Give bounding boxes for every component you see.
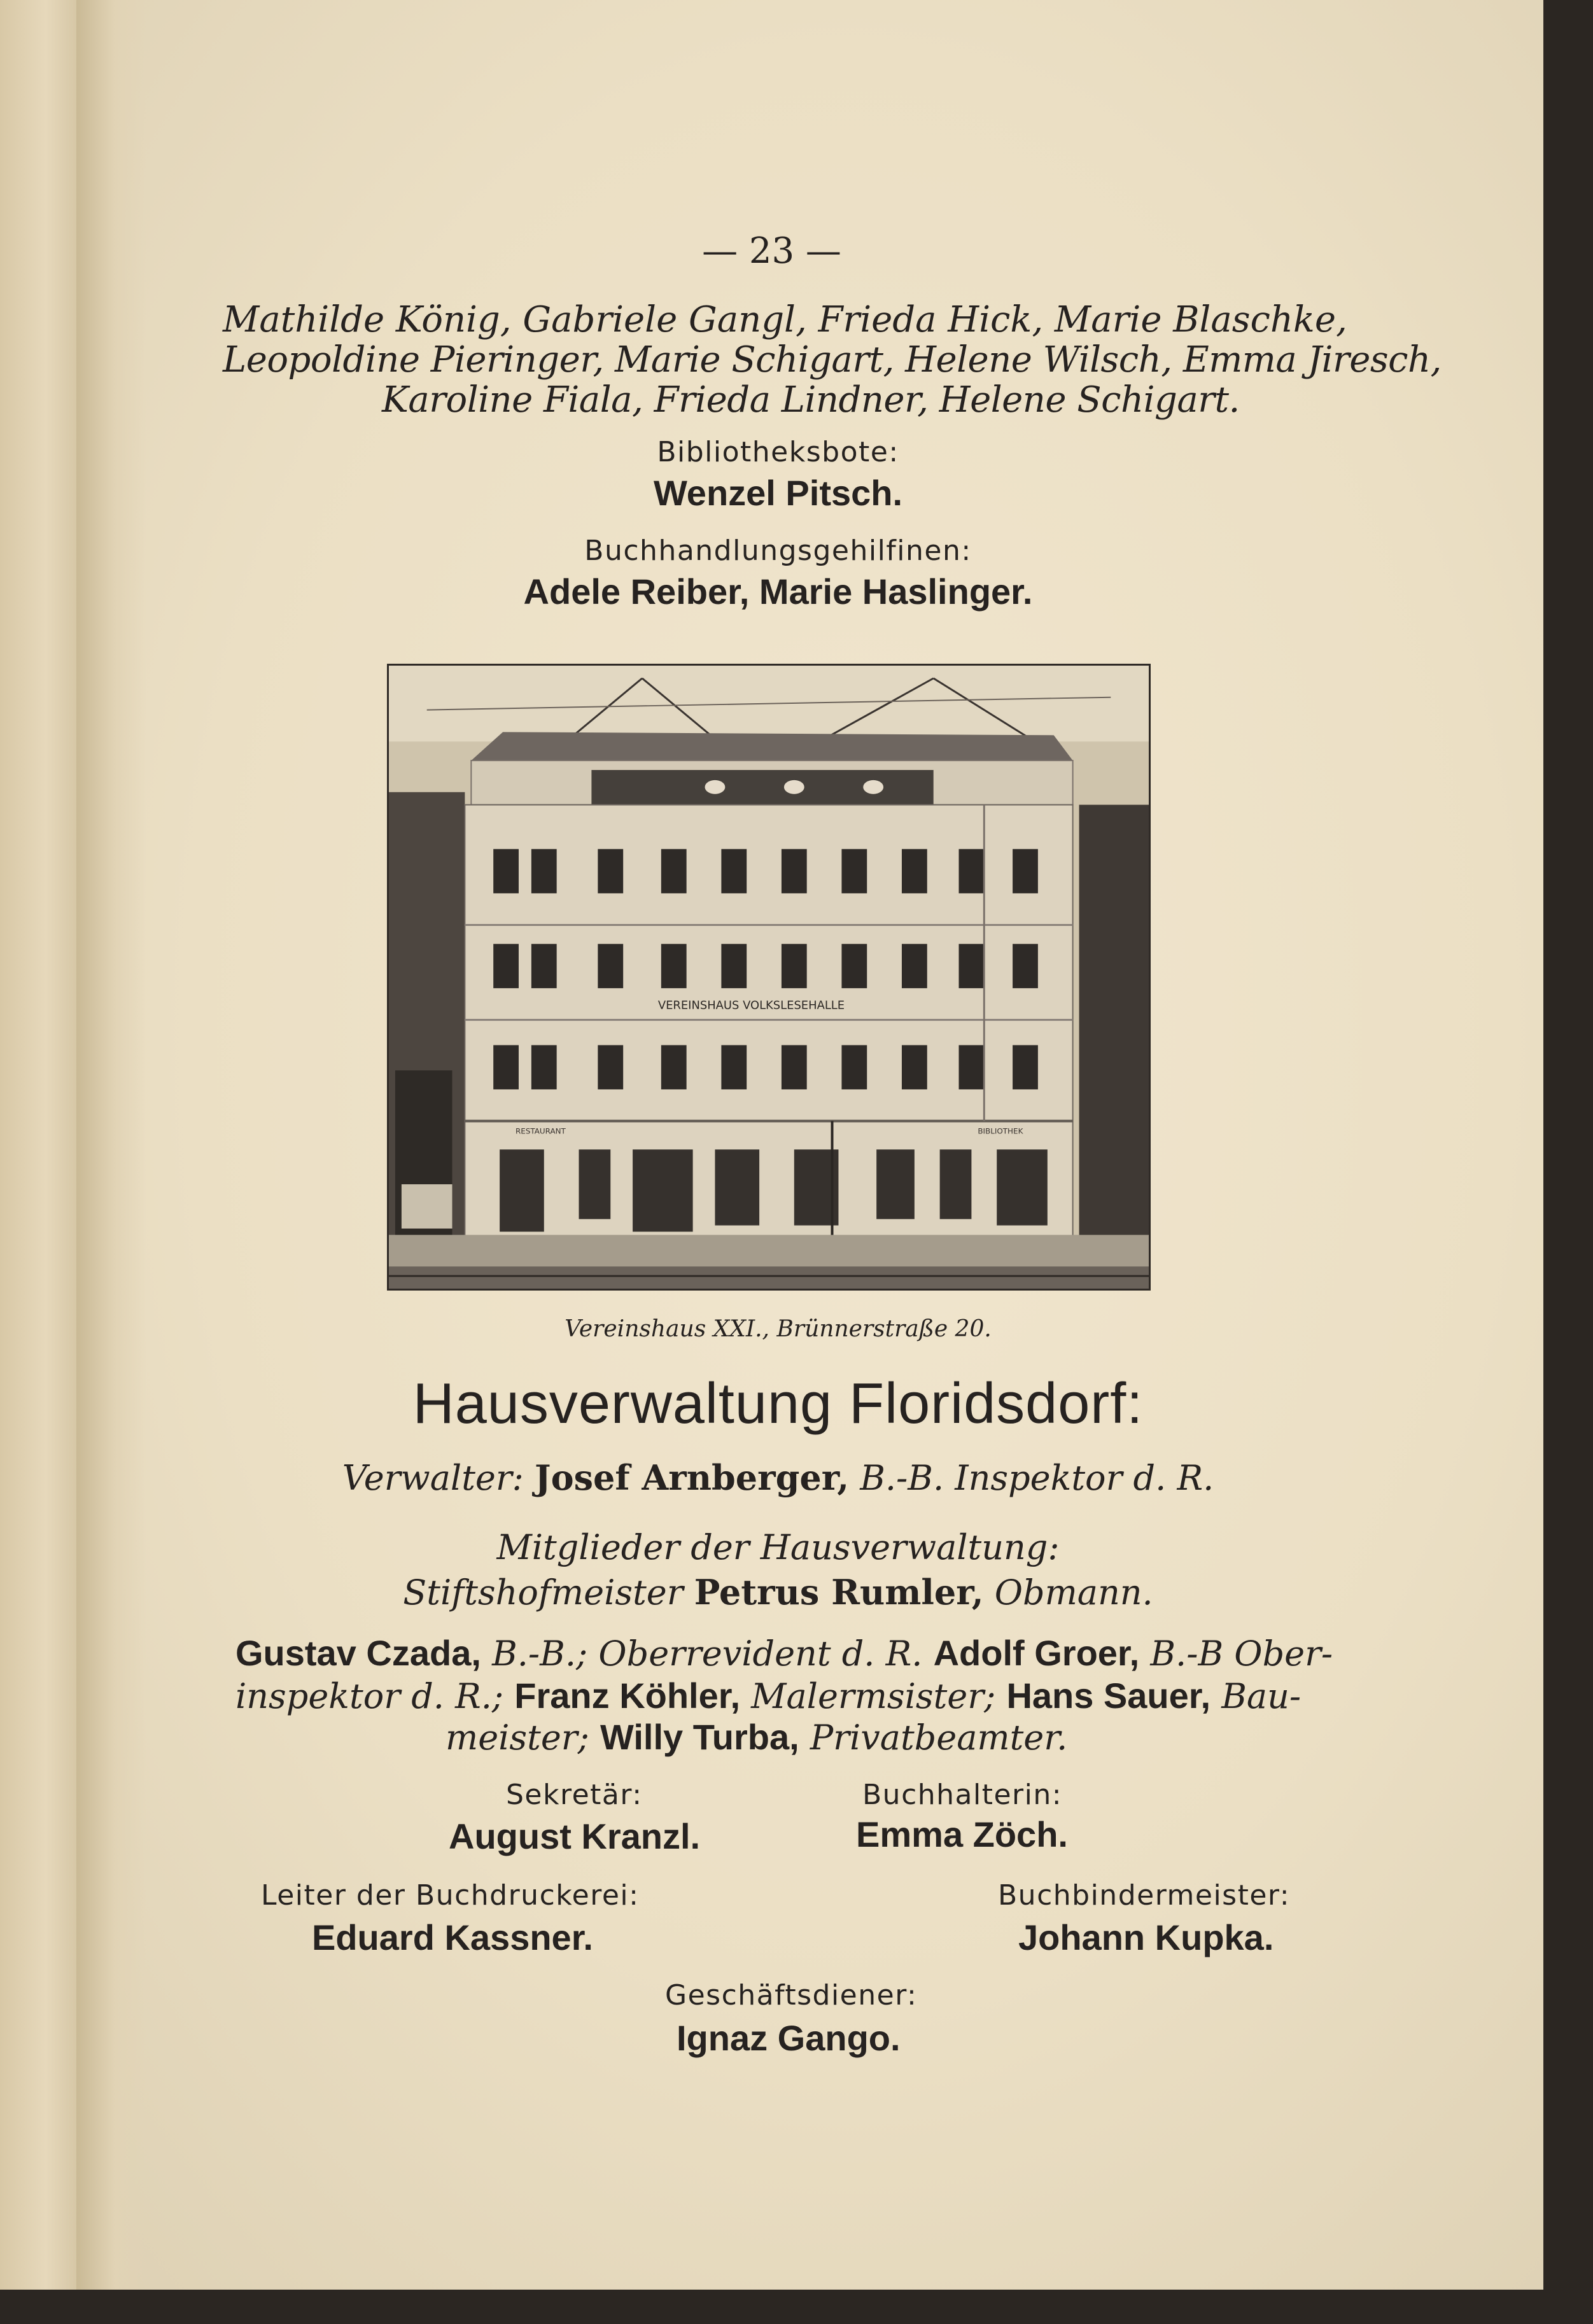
chair-role: Obmann. xyxy=(994,1572,1153,1613)
names-line-1: Mathilde König, Gabriele Gangl, Frieda Hick, Marie Blaschke, xyxy=(223,299,1347,340)
bookkeeper-label: Buchhalterin: xyxy=(862,1779,1063,1811)
member-groer-role: B.-B Ober- xyxy=(1139,1634,1333,1674)
chair-name: Petrus Rumler, xyxy=(694,1572,984,1613)
secretary-label: Sekretär: xyxy=(506,1779,643,1811)
administrator-name: Josef Arnberger, xyxy=(535,1457,850,1498)
members-line-2 xyxy=(235,1675,1301,1716)
photo-caption: Vereinshaus XXI., Brünnerstraße 20. xyxy=(565,1316,992,1342)
chair-line xyxy=(13,1572,1543,1613)
member-koehler: Franz Köhler, xyxy=(514,1676,741,1716)
members-label: Mitglieder der Hausverwaltung: xyxy=(496,1527,1060,1567)
administrator-suffix: B.-B. Inspektor d. R. xyxy=(860,1458,1214,1498)
bookkeeper-name: Emma Zöch. xyxy=(856,1814,1068,1854)
chair-prefix: Stiftshofmeister xyxy=(403,1572,684,1613)
bookshop-assistants-names: Adele Reiber, Marie Haslinger. xyxy=(523,571,1033,612)
library-messenger-name: Wenzel Pitsch. xyxy=(653,473,903,513)
library-messenger-label: Bibliotheksbote: xyxy=(657,436,899,468)
member-czada: Gustav Czada, xyxy=(235,1633,481,1673)
member-sauer-role: Bau- xyxy=(1211,1676,1302,1716)
members-line-1 xyxy=(235,1632,1333,1674)
building-photo xyxy=(387,664,1151,1291)
member-turba-role: Privatbeamter. xyxy=(799,1718,1068,1758)
names-line-2: Leopoldine Pieringer, Marie Schigart, Helene Wilsch, Emma Jiresch, xyxy=(223,339,1442,381)
bookbinder-label: Buchbindermeister: xyxy=(998,1879,1291,1912)
member-turba: Willy Turba, xyxy=(600,1717,799,1757)
office-servant-label: Geschäftsdiener: xyxy=(665,1979,918,2012)
members-line-3 xyxy=(446,1716,1067,1758)
member-groer: Adolf Groer, xyxy=(933,1633,1140,1673)
member-sauer-role-cont: meister; xyxy=(446,1718,600,1758)
section-heading: Hausverwaltung Floridsdorf: xyxy=(412,1372,1144,1436)
printing-head-name: Eduard Kassner. xyxy=(312,1917,593,1957)
building-sign-main: VEREINSHAUS VOLKSLESEHALLE xyxy=(657,998,845,1012)
member-groer-role-cont: inspektor d. R.; xyxy=(235,1676,515,1716)
member-koehler-role: Malermsister; xyxy=(740,1676,1007,1716)
member-sauer: Hans Sauer, xyxy=(1006,1676,1211,1716)
page-number: — 23 — xyxy=(702,230,841,272)
secretary-name: August Kranzl. xyxy=(449,1816,701,1856)
office-servant-name: Ignaz Gango. xyxy=(677,2018,901,2058)
member-czada-role: B.-B.; Oberrevident d. R. xyxy=(481,1634,934,1674)
building-sign-left: RESTAURANT xyxy=(516,1126,566,1136)
names-line-3: Karoline Fiala, Frieda Lindner, Helene Schigart. xyxy=(382,379,1240,421)
bookbinder-name: Johann Kupka. xyxy=(1018,1917,1274,1957)
administrator-line xyxy=(13,1457,1543,1498)
administrator-prefix: Verwalter: xyxy=(342,1458,524,1498)
building-sign-right: BIBLIOTHEK xyxy=(978,1126,1023,1136)
bookshop-assistants-label: Buchhandlungsgehilfinen: xyxy=(584,535,972,567)
building-illustration xyxy=(389,666,1149,1289)
printing-head-label: Leiter der Buchdruckerei: xyxy=(261,1879,640,1912)
